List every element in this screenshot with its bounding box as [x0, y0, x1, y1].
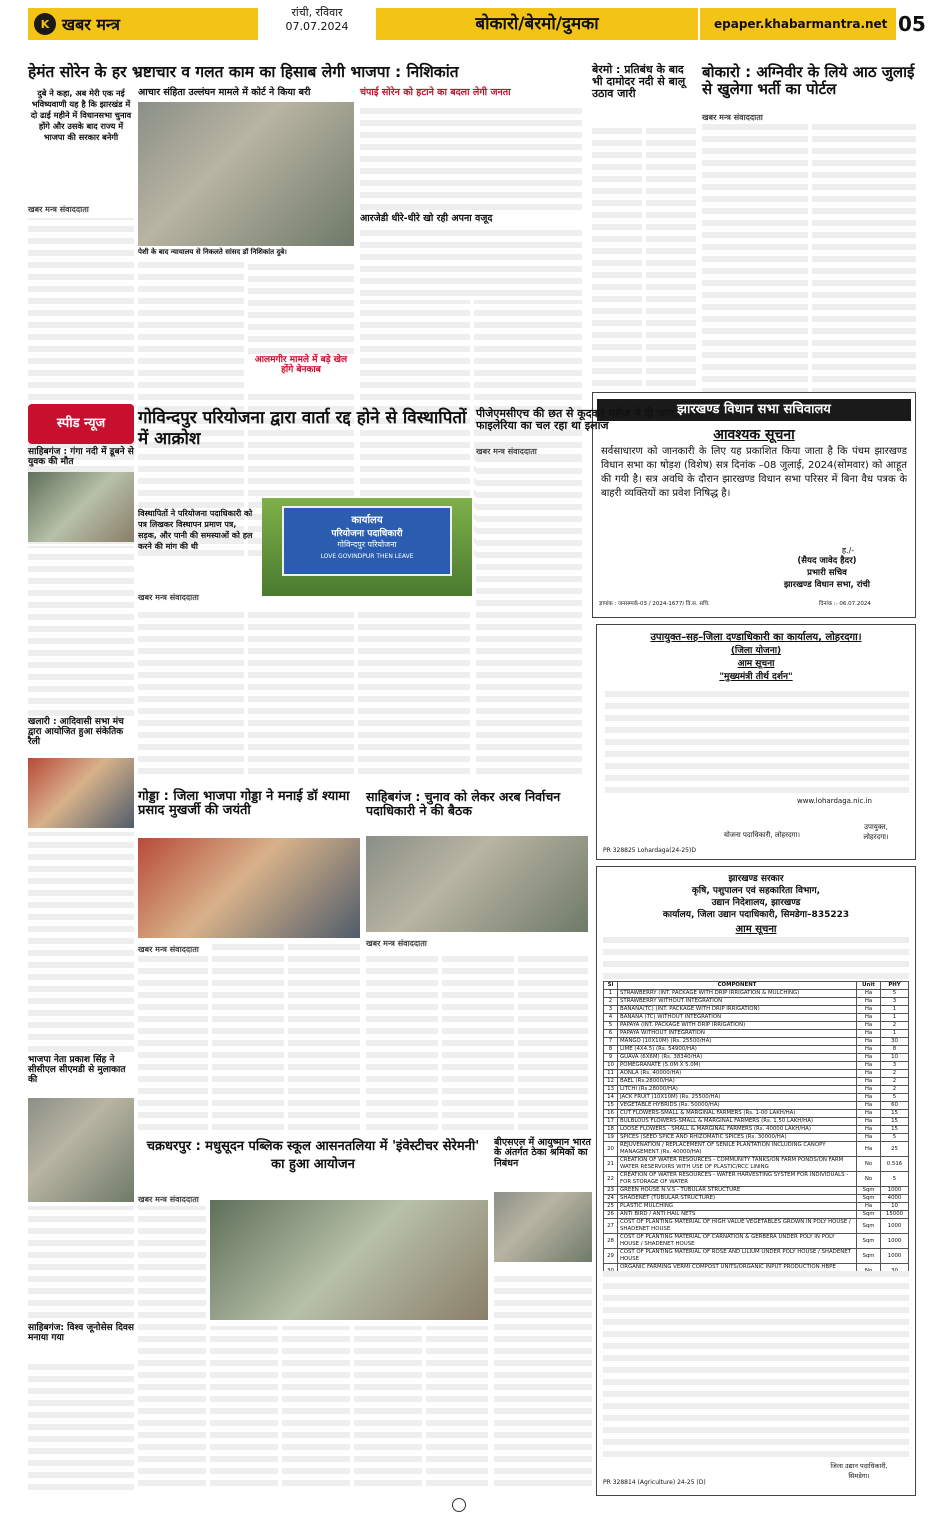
agri-table-cell: SPICES (SEED SPICE AND RHIZOMATIC SPICES (Rs. 30000/HA)	[618, 1134, 857, 1142]
lohardaga-sign-2: लोहरदगा।	[863, 833, 889, 841]
agri-table-cell: MANGO (10X10M) (Rs. 25500/HA)	[618, 1038, 857, 1046]
agniveer-body-col2	[812, 124, 916, 394]
lead-sub5: आरजेडी धीरे-धीरे खो रही अपना वजूद	[360, 213, 493, 224]
agri-table-cell: 3	[604, 1006, 618, 1014]
brand-logo-icon: K	[34, 13, 56, 35]
agri-table-cell: 15	[604, 1102, 618, 1110]
speed-news-item-4: साहिबगंज: विश्व जूनोसेस दिवस मनाया गया	[28, 1323, 134, 1343]
agri-table-row	[604, 1062, 909, 1070]
sahibganj-meeting-body-col3	[518, 950, 588, 1130]
agri-table-row	[604, 1054, 909, 1062]
agri-table-cell: COST OF PLANTING MATERIAL OF HIGH VALUE VEGETABLES GROWN IN POLY HOUSE / SHADENET HOUSE	[618, 1219, 857, 1234]
speed-news-badge	[28, 404, 134, 444]
agri-table-cell: 3	[881, 1062, 909, 1070]
assembly-notice-body: सर्वसाधारण को जानकारी के लिए यह प्रकाशित किया जाता है कि पंचम झारखण्ड विधान सभा का षोड़श (विशेष) सत्र दिनांक –08 जुलाई, 2024(सोमवार) को आहूत की गयी है। सत्र अवधि के दौरान झारखण्ड विधान सभा परिसर में बिना वैध पत्रक के बाहरी व्यक्तियों का प्रवेश निषिद्ध है।	[601, 446, 907, 499]
agri-table-cell: No	[857, 1172, 881, 1187]
agri-table-cell: 1000	[881, 1234, 909, 1249]
agri-table-cell: 16	[604, 1110, 618, 1118]
agri-table-cell: Sqm	[857, 1187, 881, 1195]
sahibganj-meeting-headline: साहिबगंज : चुनाव को लेकर अरब निर्वाचन पदाधिकारी ने की बैठक	[366, 789, 561, 818]
agri-table-cell: 10	[604, 1062, 618, 1070]
agri-table-cell: 2	[881, 1086, 909, 1094]
agri-table-cell: 2	[881, 1070, 909, 1078]
agri-table-cell: 25	[604, 1203, 618, 1211]
lead-sub2: चंपाई सोरेन को हटाने का बदला लेगी जनता	[360, 87, 511, 98]
agri-table-cell: GREEN HOUSE N.V.S - TUBULAR STRUCTURE	[618, 1187, 857, 1195]
agri-table-cell: 6	[604, 1030, 618, 1038]
agri-table-cell: GUAVA (6X6M) (Rs. 38340/HA)	[618, 1054, 857, 1062]
chakradharpur-photo	[210, 1200, 488, 1320]
agri-sign-2: सिमडेगा।	[848, 1472, 870, 1480]
lohardaga-office: उपायुक्त–सह–जिला दण्डाधिकारी का कार्यालय, लोहरदगा।	[650, 632, 862, 643]
agri-table-row	[604, 1022, 909, 1030]
signboard-line-3: गोविन्दपुर परियोजना	[337, 540, 397, 549]
sahibganj-meeting-body-col2	[442, 950, 514, 1130]
agri-table-cell: 15000	[881, 1211, 909, 1219]
agri-table-cell: 60	[881, 1102, 909, 1110]
agri-table-cell: 5	[881, 1134, 909, 1142]
agri-table-row	[604, 1142, 909, 1157]
agri-table-cell: PAPAYA WITHOUT INTEGRATION	[618, 1030, 857, 1038]
agri-table-row	[604, 1110, 909, 1118]
agri-table-row	[604, 1203, 909, 1211]
lead-body-col5	[360, 230, 582, 296]
agri-table-cell: 2	[881, 1022, 909, 1030]
agri-table-row	[604, 1126, 909, 1134]
agri-table-row	[604, 1219, 909, 1234]
chakradharpur-body-col2	[210, 1326, 278, 1486]
agri-table-row	[604, 1211, 909, 1219]
speed-news-body-1	[28, 546, 134, 716]
agri-table-cell: 1	[604, 990, 618, 998]
damodar-body-col2	[646, 128, 696, 410]
chakradharpur-body-col4	[354, 1326, 422, 1486]
agri-table-row	[604, 1187, 909, 1195]
agri-table-cell: 8	[604, 1046, 618, 1054]
agri-table-cell: AONLA (Rs. 40000/HA)	[618, 1070, 857, 1078]
lead-bureau: खबर मन्त्र संवाददाता	[28, 205, 89, 214]
sahibganj-meeting-body-col1	[366, 950, 438, 1130]
agri-table-cell: JACK FRUIT (10X10M) (Rs. 25500/HA)	[618, 1094, 857, 1102]
govindpur-signboard	[282, 506, 452, 576]
agri-table-cell: 5	[881, 1094, 909, 1102]
agri-table-cell: 23	[604, 1187, 618, 1195]
agri-col-sl: Sl	[604, 982, 618, 990]
agri-table-cell: 11	[604, 1070, 618, 1078]
lohardaga-sub: (जिला योजना)	[730, 646, 782, 656]
agri-table-cell: CUT FLOWERS-SMALL & MARGINAL FARMERS (Rs. 1-00 LAKH/HA)	[618, 1110, 857, 1118]
lead-headline: हेमंत सोरेन के हर भ्रष्टाचार व गलत काम का हिसाब लेगी भाजपा : निशिकांत	[28, 63, 459, 81]
agri-intro	[603, 935, 909, 979]
speed-news-item-1: साहिबगंज : गंगा नदी में डूबने से युवक की मौत	[28, 447, 134, 467]
agri-dept: कृषि, पशुपालन एवं सहकारिता विभाग,	[691, 886, 821, 896]
agri-table-cell: CREATION OF WATER RESOURCES - COMMUNITY TANKS/ON FARM PONDS/ON FARM WATER RESERVOIRS WITH USE OF PLASTIC/RCC LINING	[618, 1157, 857, 1172]
bsl-bureau	[494, 1266, 592, 1267]
agri-table-cell: Ha	[857, 1094, 881, 1102]
godda-photo	[138, 838, 360, 938]
agri-table-cell: Ha	[857, 1086, 881, 1094]
bsl-body	[494, 1270, 592, 1486]
assembly-office: झारखण्ड विधान सभा सचिवालय	[597, 399, 911, 421]
agri-table-cell: 14	[604, 1094, 618, 1102]
lead-sub1: आचार संहिता उल्लंघन मामले में कोर्ट ने किया बरी	[138, 87, 311, 98]
agri-table-cell: BULBLOUS FLOWERS-SMALL & MARGINAL FARMERS (Rs. 1.50 LAKH/HA)	[618, 1118, 857, 1126]
govindpur-photo	[262, 498, 472, 596]
agri-table-cell: 27	[604, 1219, 618, 1234]
lead-intro: दुबे ने कहा, अब मेरी एक नई भविष्यवाणी यह है कि झारखंड में दो ढाई महीने में विधानसभा चुनाव होंगे और उसके बाद राज्य में भाजपा की सरकार बनेगी	[30, 88, 132, 142]
govindpur-bureau: खबर मन्त्र संवाददाता	[138, 593, 199, 602]
assembly-designation: प्रभारी सचिव	[807, 568, 847, 578]
agri-table-cell: CREATION OF WATER RESOURCES - WATER HARVESTING SYSTEM FOR INDIVIDUALS - FOR STORAGE OF WATER	[618, 1172, 857, 1187]
agri-office: कार्यालय, जिला उद्यान पदाधिकारी, सिमडेगा–835223	[662, 910, 850, 920]
agri-table-cell: 18	[604, 1126, 618, 1134]
assembly-footer-ref: ज्ञापांक : जनसम्पर्क-03 / 2024-1677/ वि.स. सचि.	[599, 601, 710, 607]
signboard-line-2: परियोजना पदाधिकारी	[331, 529, 403, 539]
agri-table-cell: COST OF PLANTING MATERIAL OF ROSE AND LILIUM UNDER POLY HOUSE / SHADENET HOUSE	[618, 1249, 857, 1264]
agri-table-cell: COST OF PLANTING MATERIAL OF CARNATION & GERBERA UNDER POLY IN POLY HOUSE / SHADENET HOUSE	[618, 1234, 857, 1249]
damodar-bureau	[592, 126, 696, 127]
agri-table-cell: 8	[881, 1046, 909, 1054]
agri-table-cell: 30	[881, 1038, 909, 1046]
lohardaga-notice	[596, 624, 916, 860]
govindpur-body-col2	[248, 606, 354, 774]
agri-table-row	[604, 1014, 909, 1022]
agri-table-cell: Ha	[857, 1118, 881, 1126]
agri-table-cell: VEGETABLE HYBRIDS (Rs. 50000/HA)	[618, 1102, 857, 1110]
agri-table-cell: 1	[881, 1014, 909, 1022]
godda-body-col3	[288, 944, 360, 1130]
agri-table-cell: Ha	[857, 990, 881, 998]
agri-table-cell: PLASTIC MULCHING	[618, 1203, 857, 1211]
lohardaga-sign-3: योजना पदाधिकारी, लोहरदगा।	[723, 831, 801, 839]
agri-table-row	[604, 1234, 909, 1249]
agri-notes	[603, 1271, 909, 1457]
agri-table-cell: 15	[881, 1110, 909, 1118]
speed-news-item-3: भाजपा नेता प्रकाश सिंह ने सीसीएल सीएमडी से मुलाकात की	[28, 1055, 126, 1085]
agri-table-cell: STRAWBERRY (INT. PACKAGE WITH DRIP IRRIGATION & MULCHING)	[618, 990, 857, 998]
agri-table-row	[604, 1086, 909, 1094]
sahibganj-meeting-photo	[366, 836, 588, 932]
agri-table-row	[604, 1078, 909, 1086]
agri-table-cell: Ha	[857, 1030, 881, 1038]
agri-table-cell: Ha	[857, 998, 881, 1006]
agri-table-cell: Ha	[857, 1126, 881, 1134]
speed-news-label: स्पीड न्यूज	[56, 416, 106, 431]
agri-table-cell: 5	[604, 1022, 618, 1030]
agri-table-cell: BAEL (Rs.28000/HA)	[618, 1078, 857, 1086]
signboard-line-4: LOVE GOVINDPUR THEN LEAVE	[320, 553, 414, 560]
agri-table-row	[604, 1157, 909, 1172]
agri-table-row	[604, 1030, 909, 1038]
agri-table-cell: 1000	[881, 1187, 909, 1195]
assembly-org: झारखण्ड विधान सभा, रांची	[783, 580, 871, 590]
agri-table-cell: REJUVENATION / REPLACEMENT OF SENILE PLANTATION INCLUDING CANOPY MANAGEMENT (Rs. 40000/HA)	[618, 1142, 857, 1157]
epaper-url[interactable]: epaper.khabarmantra.net	[700, 8, 896, 40]
agri-col-unit: Unit	[857, 982, 881, 990]
agri-table-cell: BANANA (TC) WITHOUT INTEGRATION	[618, 1014, 857, 1022]
chakradharpur-headline: चक्रधरपुर : मधुसूदन पब्लिक स्कूल आसनतलिया में 'इंवेस्टीचर सेरेमनी' का हुआ आयोजन	[146, 1139, 480, 1172]
agri-table-cell: No	[857, 1157, 881, 1172]
speed-news-body-4	[28, 1360, 134, 1490]
agri-table-row	[604, 1038, 909, 1046]
agri-table-cell: Sqm	[857, 1219, 881, 1234]
agri-table-cell: Sqm	[857, 1211, 881, 1219]
agri-gov: झारखण्ड सरकार	[728, 874, 784, 884]
agri-table-cell: 26	[604, 1211, 618, 1219]
assembly-signer-name: (सैयद जावेद हैदर)	[797, 556, 857, 566]
agri-table-row	[604, 1118, 909, 1126]
pmch-body-col1	[476, 458, 582, 774]
agri-table-cell: Ha	[857, 1046, 881, 1054]
agri-table-cell: Ha	[857, 1203, 881, 1211]
govindpur-body-col1	[138, 606, 244, 774]
agri-table-cell: ANTI BIRD / ANTI HAIL NETS	[618, 1211, 857, 1219]
agri-table-cell: Ha	[857, 1102, 881, 1110]
godda-body-col2	[212, 944, 284, 1130]
lohardaga-pr: PR 328825 Lohardaga(24-25)D	[603, 847, 696, 854]
godda-headline: गोड्डा : जिला भाजपा गोड्डा ने मनाई डॉ श्यामा प्रसाद मुखर्जी की जयंती	[138, 789, 350, 819]
agri-sign: जिला उद्यान पदाधिकारी,	[830, 1462, 888, 1470]
agri-table-cell: 17	[604, 1118, 618, 1126]
lead-body-col4	[360, 102, 582, 210]
agri-table-cell: 9	[604, 1054, 618, 1062]
assembly-signature: ह./-	[841, 546, 855, 555]
agri-table-cell: Ha	[857, 1134, 881, 1142]
agri-table-cell: 5	[881, 1172, 909, 1187]
agri-table-cell: 2	[881, 1078, 909, 1086]
agri-table-cell: Ha	[857, 1038, 881, 1046]
agri-table-cell: 5	[881, 990, 909, 998]
agri-table-cell: 3	[881, 998, 909, 1006]
agri-table-cell: 1	[881, 1006, 909, 1014]
pmch-bureau: खबर मन्त्र संवाददाता	[476, 447, 537, 456]
agri-table-row	[604, 1102, 909, 1110]
agri-table-cell: ORGANIC FARMING VERMI COMPOST UNITS/ORGANIC INPUT PRODUCTION HBPE	[618, 1264, 857, 1279]
damodar-body-col1	[592, 128, 642, 410]
section-title: बोकारो/बेरमो/दुमका	[376, 8, 698, 40]
speed-news-photo-2	[28, 758, 134, 828]
lohardaga-body	[605, 685, 909, 793]
godda-bureau: खबर मन्त्र संवाददाता	[138, 945, 199, 954]
govindpur-headline: गोविन्दपुर परियोजना द्वारा वार्ता रद्द होने से विस्थापितों में आक्रोश	[138, 408, 467, 450]
brand-name: खबर मन्त्र	[62, 15, 120, 34]
lead-sub4	[248, 358, 354, 359]
agri-table-cell: 1000	[881, 1249, 909, 1264]
bsl-headline: बीएसएल में आयुष्मान भारत के अंतर्गत ठेका श्रमिकों का निबंधन	[494, 1137, 591, 1169]
lohardaga-scheme: "मुख्यमंत्री तीर्थ दर्शन"	[719, 672, 793, 682]
agri-table-header	[604, 982, 909, 990]
agri-table-cell: Ha	[857, 1022, 881, 1030]
agri-table-cell: Sqm	[857, 1195, 881, 1203]
register-mark-icon	[452, 1498, 466, 1512]
agri-table-cell: 2	[604, 998, 618, 1006]
agri-table-cell: 25	[881, 1142, 909, 1157]
agri-table-cell: 1000	[881, 1219, 909, 1234]
agri-table-cell: 22	[604, 1172, 618, 1187]
agri-table-row	[604, 1249, 909, 1264]
agri-table-row	[604, 1070, 909, 1078]
pmch-headline: पीजेएमसीएच की छत से कूदकर मरीज ने दी जान, फाइलेरिया का चल रहा था इलाज	[476, 407, 679, 433]
chakradharpur-bureau: खबर मन्त्र संवाददाता	[138, 1195, 199, 1204]
agri-table-cell: 7	[604, 1038, 618, 1046]
page-header	[0, 0, 945, 46]
agri-table-cell: BANANA(TC) (INT. PACKAGE WITH DRIP IRRIGATION)	[618, 1006, 857, 1014]
agri-table-cell: 19	[604, 1134, 618, 1142]
agri-table-cell: Ha	[857, 1014, 881, 1022]
agniveer-headline: बोकारो : अग्निवीर के लिये आठ जुलाई से खुलेगा भर्ती का पोर्टल	[702, 63, 915, 98]
agri-table-cell: 24	[604, 1195, 618, 1203]
damodar-headline: बेरमो : प्रतिबंध के बाद भी दामोदर नदी से बालू उठाव जारी	[592, 63, 686, 101]
brand-bar	[28, 8, 258, 40]
agri-table-cell: 20	[604, 1142, 618, 1157]
agri-table-cell: 15	[881, 1126, 909, 1134]
agri-table-row	[604, 990, 909, 998]
edition-date-value: 07.07.2024	[285, 20, 349, 33]
agri-table-cell: POMEGRANATE (5.0M X 5.0M)	[618, 1062, 857, 1070]
agri-table-cell: 29	[604, 1249, 618, 1264]
chakradharpur-body-col3	[282, 1326, 350, 1486]
agri-table-cell: LOOSE FLOWERS - SMALL & MARGINAL FARMERS (Rs. 40000 LAKH/HA)	[618, 1126, 857, 1134]
speed-news-body-3	[28, 1206, 134, 1318]
agri-table-cell: 15	[881, 1118, 909, 1126]
agri-table-cell: 10	[881, 1203, 909, 1211]
lead-photo-caption: पेशी के बाद न्यायालय से निकलते सांसद डॉ निशिकांत दुबे।	[138, 248, 287, 256]
agri-col-phy: PHY	[881, 982, 909, 990]
agri-table-row	[604, 1046, 909, 1054]
agri-table-cell: Ha	[857, 1006, 881, 1014]
lohardaga-title: आम सूचना	[737, 659, 775, 669]
agri-table-cell: PAPAYA (INT. PACKAGE WITH DRIP IRRIGATION)	[618, 1022, 857, 1030]
agri-table-cell: 13	[604, 1086, 618, 1094]
agniveer-body-col1	[702, 124, 808, 394]
agri-table-row	[604, 1134, 909, 1142]
edition-date	[262, 6, 372, 34]
lead-photo	[138, 102, 354, 246]
agri-table-cell: STRAWBERRY WITHOUT INTEGRATION	[618, 998, 857, 1006]
agri-table-cell: SHADENET (TUBULAR STRUCTURE)	[618, 1195, 857, 1203]
speed-news-photo-1	[28, 472, 134, 542]
agri-table-cell: 10	[881, 1054, 909, 1062]
agri-pr: PR 328814 (Agriculture) 24-25 (D)	[603, 1479, 706, 1486]
lead-sub3: आलमगीर मामले में बड़े खेल होंगे बेनकाब	[254, 355, 348, 375]
govindpur-body-col3	[358, 606, 470, 774]
agri-table-row	[604, 1006, 909, 1014]
agri-table-cell: LIME (4X4.5) (Rs. 54900/HA)	[618, 1046, 857, 1054]
agri-table-row	[604, 1195, 909, 1203]
agri-col-component: COMPONENT	[618, 982, 857, 990]
agri-dir: उद्यान निदेशालय, झारखण्ड	[711, 898, 801, 908]
agri-table-cell: Ha	[857, 1078, 881, 1086]
agri-table-cell: Ha	[857, 1142, 881, 1157]
page-number: 05	[898, 12, 926, 36]
agri-table-wrap	[603, 981, 909, 1270]
agri-table-cell: Ha	[857, 1054, 881, 1062]
agri-table-cell: LITCHI (Rs.28000/HA)	[618, 1086, 857, 1094]
govindpur-intro: विस्थापितों ने परियोजना पदाधिकारी को पत्र लिखकर विस्थापन प्रमाण पत्र, सड़क, और पानी की समस्याओं को हल करने की मांग की थी	[138, 509, 253, 551]
agri-table-cell: 1	[881, 1030, 909, 1038]
agri-table-cell: 28	[604, 1234, 618, 1249]
agri-table-cell: Ha	[857, 1110, 881, 1118]
bsl-photo	[494, 1192, 592, 1262]
agri-table-cell: 4	[604, 1014, 618, 1022]
agri-table-cell: 21	[604, 1157, 618, 1172]
agri-table-cell: Sqm	[857, 1249, 881, 1264]
speed-news-photo-3	[28, 1098, 134, 1202]
sahibganj-meeting-bureau: खबर मन्त्र संवाददाता	[366, 939, 427, 948]
agri-table-row	[604, 998, 909, 1006]
agri-table-cell: Ha	[857, 1062, 881, 1070]
agri-title: आम सूचना	[735, 924, 777, 935]
lohardaga-website[interactable]: www.lohardaga.nic.in	[797, 797, 872, 805]
agri-table-cell: Ha	[857, 1070, 881, 1078]
chakradharpur-body-col5	[426, 1326, 488, 1486]
assembly-notice-title: आवश्यक सूचना	[713, 427, 795, 443]
signboard-line-1: कार्यालय	[351, 515, 383, 526]
godda-body-col1	[138, 956, 208, 1130]
lead-body-col3	[248, 262, 354, 354]
agri-table-row	[604, 1094, 909, 1102]
agri-notice	[596, 866, 916, 1496]
edition-location: रांची, रविवार	[291, 6, 343, 19]
agri-table-row	[604, 1172, 909, 1187]
chakradharpur-body-col1	[138, 1206, 206, 1486]
agri-table-cell: 0.516	[881, 1157, 909, 1172]
speed-news-item-2: खलारी : आदिवासी सभा मंच द्वारा आयोजित हुआ संकेतिक रैली	[28, 717, 124, 747]
agri-table-cell: Sqm	[857, 1234, 881, 1249]
agri-table-cell: 12	[604, 1078, 618, 1086]
agniveer-bureau: खबर मन्त्र संवाददाता	[702, 113, 763, 122]
agri-table-cell: 4000	[881, 1195, 909, 1203]
assembly-footer-date: दिनांक :- 06.07.2024	[819, 601, 871, 607]
lohardaga-sign-1: उपायुक्त,	[864, 823, 888, 831]
speed-news-body-2	[28, 832, 134, 1052]
